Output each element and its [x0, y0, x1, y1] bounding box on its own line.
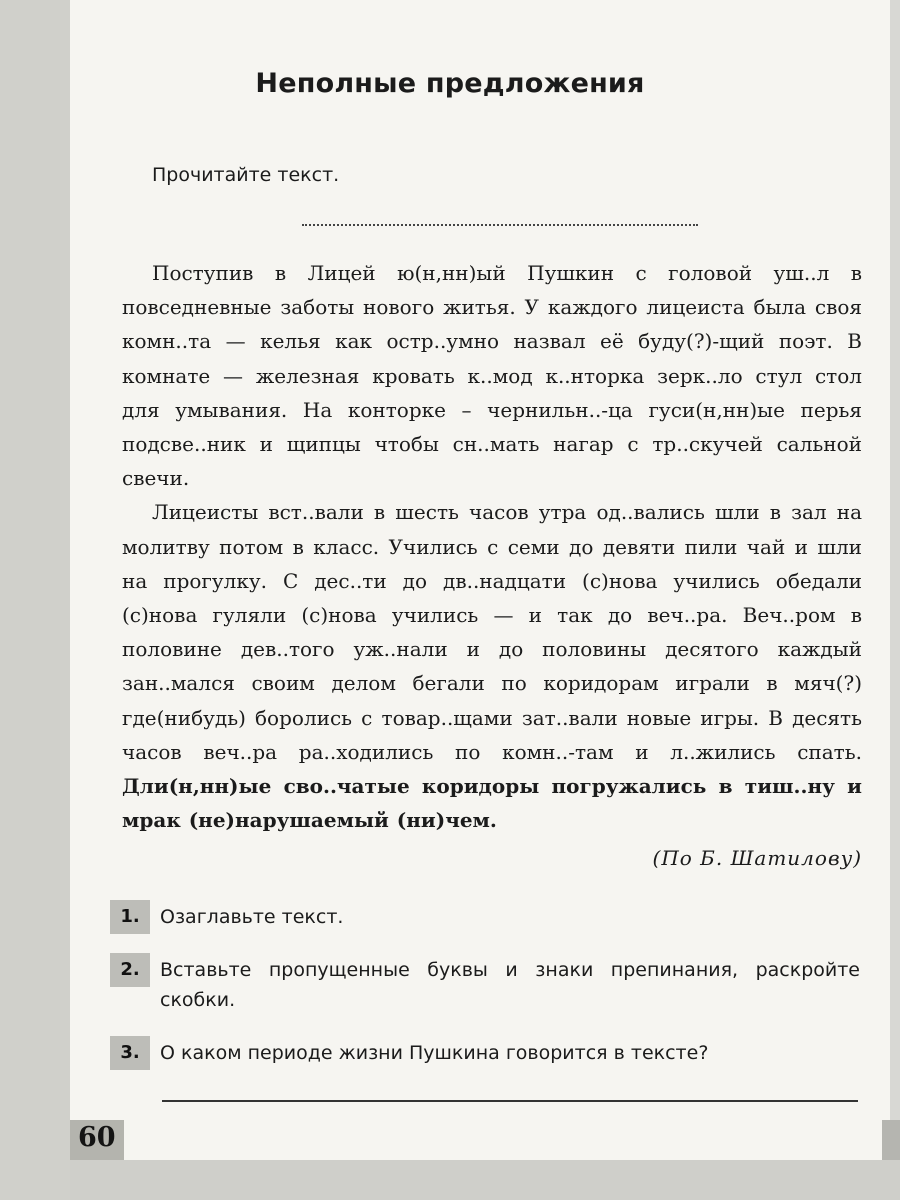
task-1-number-badge: 1.: [110, 900, 150, 934]
passage-paragraph-2: [122, 495, 862, 837]
task-3-answer-line: [162, 1100, 858, 1102]
left-margin: [0, 0, 70, 1200]
bottom-strip: [70, 1160, 900, 1200]
task-2-number-badge: 2.: [110, 953, 150, 987]
task-3-text: О каком периоде жизни Пушкина говорится в тексте?: [160, 1042, 709, 1064]
passage-paragraph-1-text: Поступив в Лицей ю(н,нн)ый Пушкин с головой уш..л в повседневные заботы нового житья. У каждого лицеиста была своя комн..та — келья как остр..умно назвал её буду(?)-щий поэт. В комнате — железная кровать к..мод к..нторка зерк..ло стул стол для умывания. На конторке – чернильн..-ца гуси(н,нн)ые перья подсве..ник и щипцы чтобы сн..мать нагар с тр..скучей сальной свечи.: [122, 261, 862, 491]
page-number: 60: [78, 1122, 116, 1153]
title-answer-dotted-line: [302, 224, 698, 226]
task-2-text: Вставьте пропущенные буквы и знаки препинания, раскройте скобки.: [160, 959, 860, 1011]
instruction-text: Прочитайте текст.: [152, 164, 340, 186]
task-3-number-badge: 3.: [110, 1036, 150, 1070]
task-1-text: Озаглавьте текст.: [160, 906, 344, 928]
page-title: Неполные предложения: [255, 68, 645, 99]
passage-author: (По Б. Шатилову): [652, 846, 862, 870]
right-edge-tab: [882, 1120, 900, 1160]
reading-passage: [122, 256, 862, 837]
passage-paragraph-1: [122, 256, 862, 495]
passage-paragraph-2-text: Лицеисты вст..вали в шесть часов утра од..вались шли в зал на молитву потом в класс. Учились с семи до девяти пили чай и шли на прогулку. С дес..ти до дв..надцати (с)нова учились обедали (с)нова гуляли (с)нова учились — и так до веч..ра. Веч..ром в половине дев..того уж..нали и до половины десятого каждый зан..мался своим делом бегали по коридорам играли в мяч(?) где(нибудь) боролись с товар..щами зат..вали новые игры. В десять часов веч..ра ра..ходились по комн..-там и л..жились спать.: [122, 500, 862, 764]
passage-paragraph-2-bold-sentence: Дли(н,нн)ые сво..чатые коридоры погружались в тиш..ну и мрак (не)нарушаемый (ни)чем.: [122, 774, 862, 833]
